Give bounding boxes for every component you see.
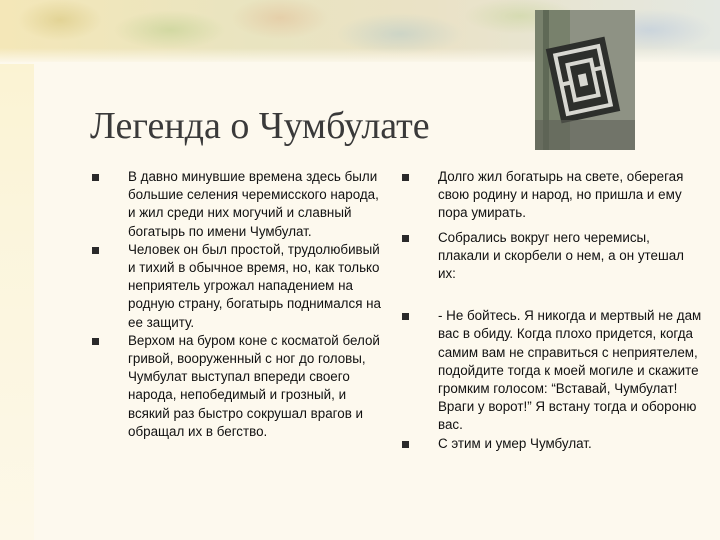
square-bullet-icon [402, 174, 409, 181]
square-bullet-icon [92, 338, 99, 345]
square-bullet-icon [92, 174, 99, 181]
square-bullet-icon [402, 441, 409, 448]
list-item [92, 168, 382, 241]
paragraph-text: В давно минувшие времена здесь были большие селения черемисского народа, и жил среди них могучий и славный богатырь по имени Чумбулат. [128, 169, 379, 239]
list-item [402, 307, 702, 434]
list-item [92, 332, 382, 441]
list-item [402, 168, 702, 223]
paragraph-text: С этим и умер Чумбулат. [438, 435, 592, 451]
rock-carving-photo [535, 10, 635, 150]
list-item [402, 229, 702, 284]
right-text-column [402, 168, 702, 453]
paragraph-text: Собрались вокруг него черемисы, плакали и скорбели о нем, а он утешал их: [438, 229, 684, 282]
paragraph-text: - Не бойтесь. Я никогда и мертвый не дам вас в обиду. Когда плохо придется, когда самим вам не справиться с неприятелем, подойдите тогда к моей могиле и скажите громким голосом: “Вставай, Чумбулат! Враги у ворот!” Я встану тогда и обороню вас. [438, 308, 702, 433]
left-text-column [92, 168, 382, 441]
slide-title: Легенда о Чумбулате [90, 105, 430, 147]
square-bullet-icon [402, 235, 409, 242]
paragraph-text: Человек он был простой, трудолюбивый и тихий в обычное время, но, как только неприятель угрожал нападением на родную страну, богатырь поднимался на ее защиту. [128, 241, 382, 330]
paragraph-text: Долго жил богатырь на свете, оберегая свою родину и народ, но пришла и ему пора умирать. [438, 169, 684, 221]
decorative-left-band [0, 0, 34, 540]
list-item [92, 241, 382, 332]
list-item [402, 435, 702, 453]
square-bullet-icon [402, 313, 409, 320]
square-bullet-icon [92, 247, 99, 254]
paragraph-text: Верхом на буром коне с косматой белой гривой, вооруженный с ног до головы, Чумбулат выступал впереди своего народа, непобедимый и грозный, и всякий раз быстро сокрушал врагов и обращал их в бегство. [128, 332, 380, 439]
